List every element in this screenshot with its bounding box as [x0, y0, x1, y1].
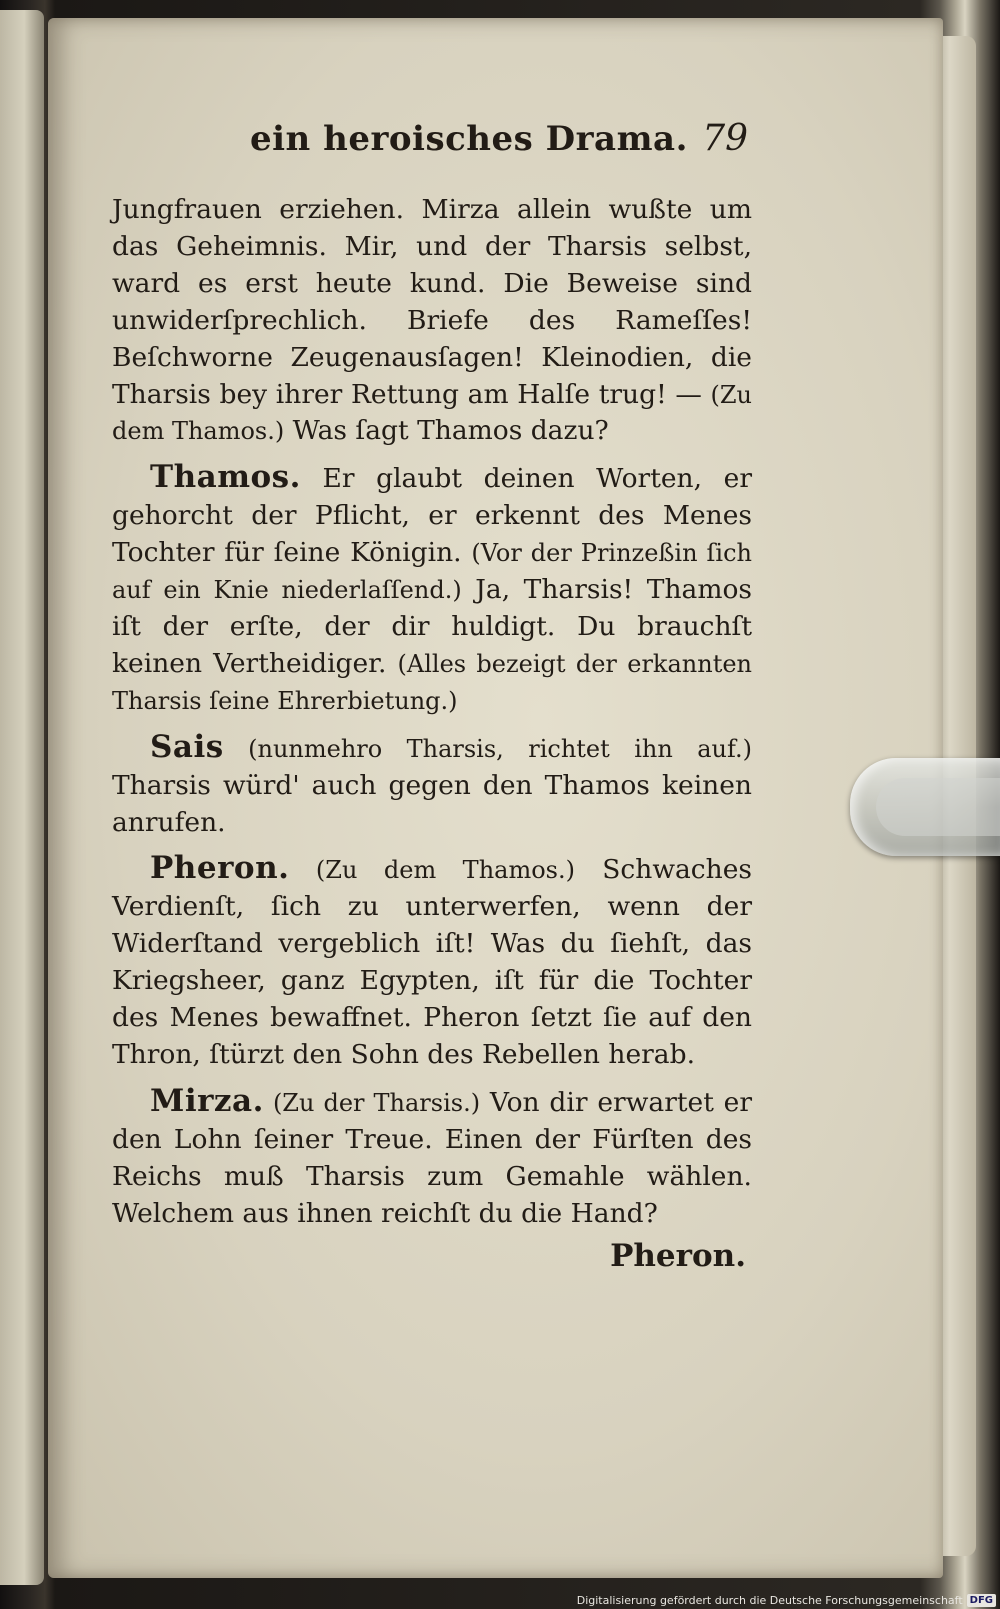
stage-direction: (Vor der Prinzeßin ſich auf ein Knie niederlaſſend.) — [112, 539, 753, 605]
dialogue-text: Jungfrauen erziehen. Mirza allein wußte um das Geheimnis. Mir, und der Tharsis selbst, ward es erst heute kund. Die Beweise sind unwiderſprechlich. Briefe des Rameſſes! Beſchworne Zeugenausſagen! Kleinodien, die Tharsis bey ihrer Rettung am Halſe trug! — — [112, 194, 752, 410]
glass-page-clip-highlight — [876, 778, 1000, 836]
paragraph — [112, 1083, 752, 1233]
running-head-title: ein heroisches Drama. — [250, 119, 688, 159]
dialogue-text: Schwaches Verdienſt, ſich zu unterwerfen, wenn der Widerſtand vergeblich iſt! Was du ſiehſt, das Kriegsheer, ganz Egypten, iſt für die Tochter des Menes bewaffnet. Pheron ſetzt ſie auf den Thron, ſtürzt den Sohn des Rebellen herab. — [112, 854, 752, 1070]
dialogue-text: Er glaubt deinen Worten, er gehorcht der Pflicht, er erkennt des Menes Tochter für ſeine Königin. — [112, 463, 752, 569]
page-number: 79 — [702, 118, 748, 159]
facing-page-edge — [0, 10, 44, 1585]
page-text — [112, 118, 752, 1274]
paragraph — [112, 729, 752, 842]
speaker-name: Mirza. — [150, 1082, 264, 1119]
speaker-name: Thamos. — [150, 459, 301, 496]
paragraph — [112, 192, 752, 450]
stage-direction: (Alles bezeigt der erkannten Tharsis ſeine Ehrerbietung.) — [112, 649, 752, 715]
running-head — [112, 118, 752, 180]
paragraph — [112, 850, 752, 1073]
stage-direction: (Zu der Tharsis.) — [263, 1088, 481, 1117]
stage-direction: (nunmehro Tharsis, richtet ihn auf.) — [223, 734, 752, 763]
speaker-name: Pheron. — [150, 850, 290, 887]
stage-direction: (Zu dem Thamos.) — [112, 380, 752, 446]
body-paragraphs — [112, 192, 752, 1232]
dfg-logo: DFG — [967, 1594, 996, 1607]
digitization-credit — [577, 1594, 996, 1607]
stage-direction: (Zu dem Thamos.) — [289, 856, 575, 885]
dialogue-text: Was ſagt Thamos dazu? — [284, 415, 609, 447]
paragraph — [112, 459, 752, 719]
dialogue-text: Tharsis würd' auch gegen den Thamos keinen anrufen. — [112, 769, 752, 838]
dialogue-text: Ja, Tharsis! Thamos iſt der erſte, der dir huldigt. Du brauchſt keinen Vertheidiger. — [112, 574, 752, 679]
dialogue-text: Von dir erwartet er den Lohn ſeiner Treue. Einen der Fürſten des Reichs muß Tharsis zum Gemahle wählen. Welchem aus ihnen reichſt du die Hand? — [112, 1086, 753, 1229]
speaker-name: Sais — [150, 728, 224, 765]
catchword: Pheron. — [610, 1238, 746, 1275]
credit-text: Digitalisierung gefördert durch die Deutsche Forschungsgemeinschaft — [576, 1594, 963, 1607]
